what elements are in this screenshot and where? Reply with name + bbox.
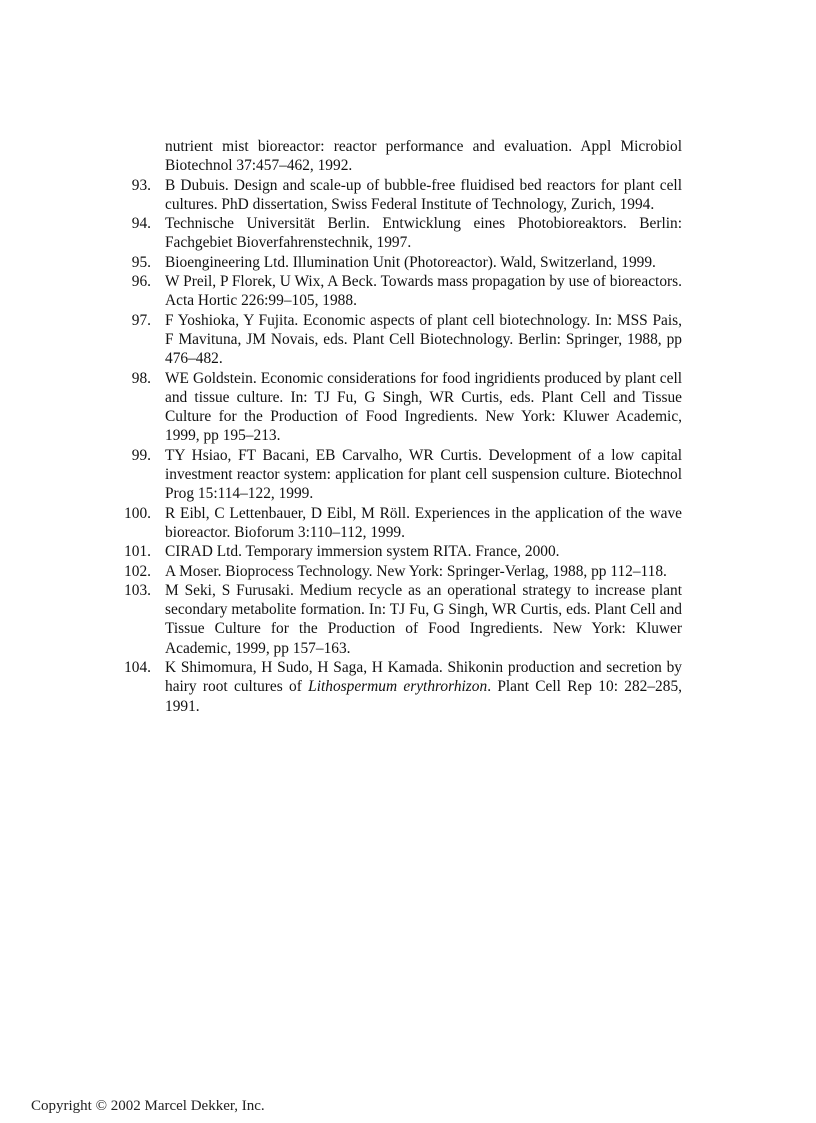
reference-item-97 bbox=[100, 311, 682, 369]
reference-item-102 bbox=[100, 562, 682, 581]
species-name-italic: Lithospermum erythrorhizon bbox=[308, 678, 488, 696]
reference-number: 97. bbox=[131, 311, 151, 329]
reference-number: 99. bbox=[131, 446, 151, 464]
reference-item-93 bbox=[100, 176, 682, 215]
reference-text: TY Hsiao, FT Bacani, EB Carvalho, WR Curtis. Development of a low capital investment reactor system: application for plant cell suspension culture. Biotechnol Prog 15:114–122, 1999. bbox=[165, 446, 682, 503]
reference-item-95 bbox=[100, 253, 682, 272]
reference-number: 93. bbox=[131, 176, 151, 194]
reference-number: 102. bbox=[124, 562, 151, 580]
reference-text-after: . Plant Cell Rep 10: 282–285, 1991. bbox=[165, 678, 682, 715]
reference-number: 95. bbox=[131, 253, 151, 271]
reference-text: CIRAD Ltd. Temporary immersion system RITA. France, 2000. bbox=[165, 543, 560, 561]
reference-text: F Yoshioka, Y Fujita. Economic aspects of plant cell biotechnology. In: MSS Pais, F Mavituna, JM Novais, eds. Plant Cell Biotechnology. Berlin: Springer, 1988, pp 476–482. bbox=[165, 311, 682, 368]
reference-text: Technische Universität Berlin. Entwicklung eines Photobioreaktors. Berlin: Fachgebiet Bioverfahrenstechnik, 1997. bbox=[165, 215, 682, 252]
reference-number: 103. bbox=[124, 581, 151, 599]
reference-list bbox=[100, 137, 682, 716]
reference-item-94 bbox=[100, 214, 682, 253]
reference-item-92-continued bbox=[100, 137, 682, 176]
reference-number: 104. bbox=[124, 659, 151, 677]
reference-item-101 bbox=[100, 542, 682, 561]
reference-item-98 bbox=[100, 369, 682, 446]
reference-text: M Seki, S Furusaki. Medium recycle as an operational strategy to increase plant secondary metabolite formation. In: TJ Fu, G Singh, WR Curtis, eds. Plant Cell and Tissue Culture for the Production of Food Ingredients. New York: Kluwer Academic, 1999, pp 157–163. bbox=[165, 581, 682, 657]
reference-item-96 bbox=[100, 272, 682, 311]
reference-item-100 bbox=[100, 504, 682, 543]
reference-text: nutrient mist bioreactor: reactor performance and evaluation. Appl Microbiol Biotechnol 37:457–462, 1992. bbox=[165, 138, 682, 175]
reference-text: B Dubuis. Design and scale-up of bubble-free fluidised bed reactors for plant cell cultures. PhD dissertation, Swiss Federal Institute of Technology, Zurich, 1994. bbox=[165, 176, 682, 213]
reference-text: A Moser. Bioprocess Technology. New York: Springer-Verlag, 1988, pp 112–118. bbox=[165, 562, 667, 580]
reference-number: 98. bbox=[131, 369, 151, 387]
reference-number: 94. bbox=[131, 215, 151, 233]
copyright-notice: Copyright © 2002 Marcel Dekker, Inc. bbox=[31, 1098, 265, 1114]
reference-number: 100. bbox=[124, 504, 151, 522]
reference-text: W Preil, P Florek, U Wix, A Beck. Towards mass propagation by use of bioreactors. Acta Hortic 226:99–105, 1988. bbox=[165, 273, 682, 310]
reference-item-103 bbox=[100, 581, 682, 658]
reference-item-104 bbox=[100, 658, 682, 716]
reference-text: R Eibl, C Lettenbauer, D Eibl, M Röll. Experiences in the application of the wave bioreactor. Bioforum 3:110–112, 1999. bbox=[165, 504, 682, 541]
reference-number: 101. bbox=[124, 543, 151, 561]
reference-text bbox=[165, 659, 682, 715]
reference-number: 96. bbox=[131, 273, 151, 291]
reference-item-99 bbox=[100, 446, 682, 504]
reference-text: WE Goldstein. Economic considerations for food ingridients produced by plant cell and tissue culture. In: TJ Fu, G Singh, WR Curtis, eds. Plant Cell and Tissue Culture for the Production of Food Ingredients. New York: Kluwer Academic, 1999, pp 195–213. bbox=[165, 369, 682, 445]
reference-text: Bioengineering Ltd. Illumination Unit (Photoreactor). Wald, Switzerland, 1999. bbox=[165, 253, 656, 271]
reference-text-before: K Shimomura, H Sudo, H Saga, H Kamada. Shikonin production and secretion by hairy root cultures of bbox=[165, 659, 682, 696]
